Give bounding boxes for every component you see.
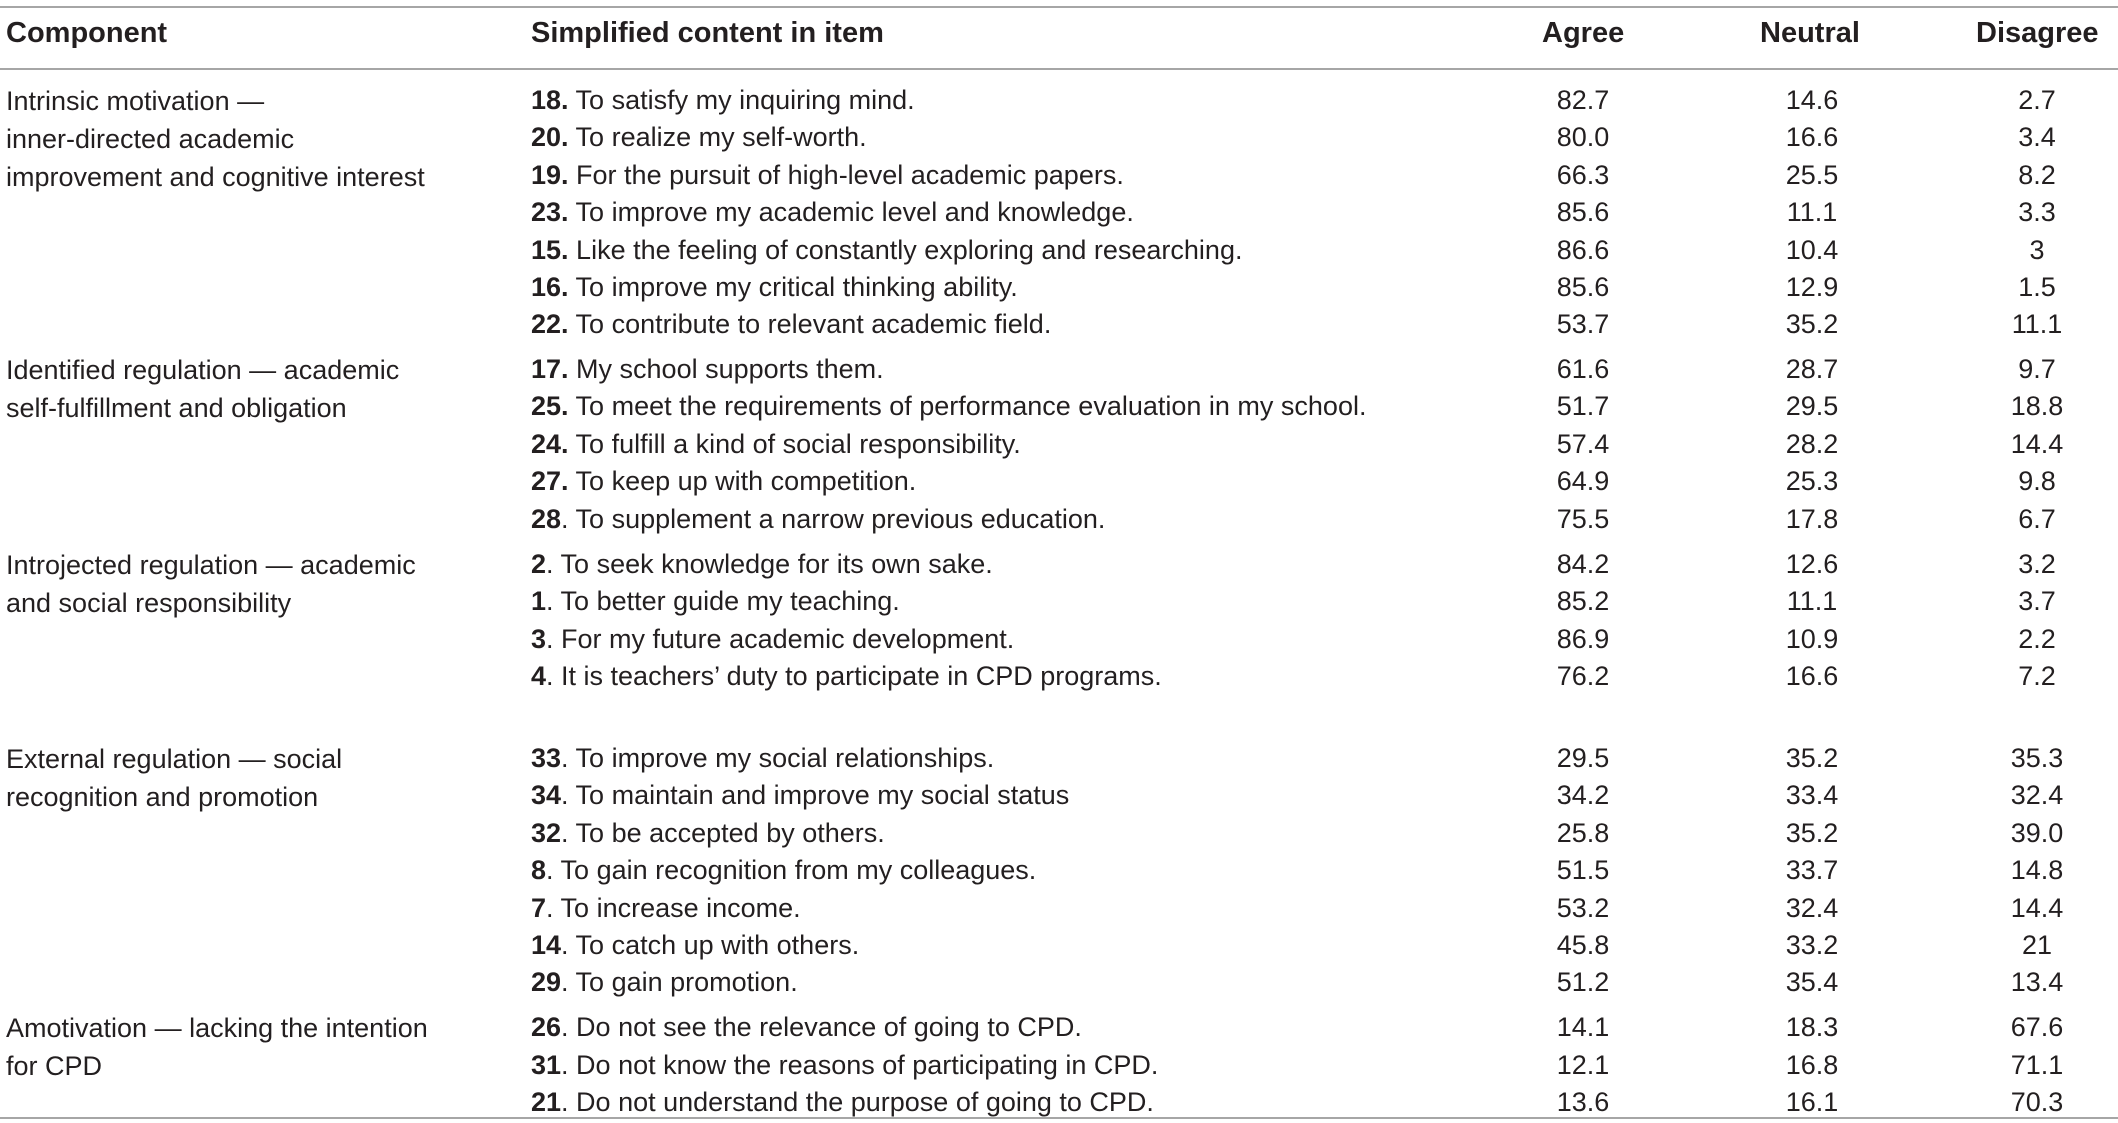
agree-value: 75.5	[1556, 504, 1610, 534]
disagree-value: 71.1	[2010, 1050, 2064, 1080]
neutral-value: 25.3	[1785, 466, 1839, 496]
item-text	[531, 927, 859, 964]
neutral-value: 14.6	[1785, 85, 1839, 115]
neutral-value: 12.9	[1785, 272, 1839, 302]
neutral-value: 16.6	[1785, 122, 1839, 152]
component-name-line: Intrinsic motivation —	[6, 86, 265, 116]
item-description: . To better guide my teaching.	[546, 586, 900, 616]
item-description: For the pursuit of high-level academic papers.	[568, 160, 1124, 190]
component-name-line: self-fulfillment and obligation	[6, 393, 347, 423]
item-text	[531, 546, 993, 583]
disagree-value: 13.4	[2010, 967, 2064, 997]
item-description: . It is teachers’ duty to participate in CPD programs.	[546, 661, 1162, 691]
disagree-value: 7.2	[2018, 661, 2056, 691]
item-description: To improve my critical thinking ability.	[568, 272, 1018, 302]
item-description: To keep up with competition.	[568, 466, 917, 496]
component-name-line: Amotivation — lacking the intention	[6, 1013, 428, 1043]
disagree-value: 1.5	[2018, 272, 2056, 302]
item-number: 33	[531, 743, 562, 773]
item-description: To improve my academic level and knowledge.	[568, 197, 1134, 227]
item-text	[531, 621, 1014, 658]
item-description: To meet the requirements of performance evaluation in my school.	[568, 391, 1367, 421]
neutral-value: 35.2	[1785, 309, 1839, 339]
item-text	[531, 194, 1134, 231]
agree-value: 14.1	[1556, 1012, 1610, 1042]
disagree-value: 3.2	[2018, 549, 2056, 579]
item-description: . To maintain and improve my social status	[561, 780, 1070, 810]
agree-value: 82.7	[1556, 85, 1610, 115]
item-number: 31	[531, 1050, 562, 1080]
item-number: 17.	[531, 354, 569, 384]
agree-value: 53.2	[1556, 893, 1610, 923]
item-description: . To catch up with others.	[561, 930, 860, 960]
header-rule	[0, 68, 2118, 70]
item-text	[531, 852, 1036, 889]
item-description: . To increase income.	[546, 893, 801, 923]
item-number: 25.	[531, 391, 569, 421]
disagree-value: 11.1	[2011, 309, 2063, 339]
disagree-value: 2.2	[2018, 624, 2056, 654]
item-text	[531, 815, 885, 852]
agree-value: 84.2	[1556, 549, 1610, 579]
neutral-value: 10.9	[1785, 624, 1839, 654]
disagree-value: 14.8	[2010, 855, 2064, 885]
item-number: 22.	[531, 309, 569, 339]
agree-value: 80.0	[1556, 122, 1610, 152]
disagree-value: 39.0	[2010, 818, 2064, 848]
table-bottom-rule	[0, 1117, 2118, 1119]
agree-value: 85.6	[1556, 272, 1610, 302]
neutral-value: 10.4	[1785, 235, 1839, 265]
neutral-value: 28.7	[1785, 354, 1839, 384]
agree-value: 25.8	[1556, 818, 1610, 848]
item-text	[531, 964, 798, 1001]
neutral-value: 11.1	[1786, 586, 1838, 616]
item-text	[531, 82, 915, 119]
component-name-line: Introjected regulation — academic	[6, 550, 416, 580]
item-number: 27.	[531, 466, 569, 496]
disagree-value: 32.4	[2010, 780, 2064, 810]
neutral-value: 33.4	[1785, 780, 1839, 810]
item-description: To realize my self-worth.	[568, 122, 867, 152]
item-number: 24.	[531, 429, 569, 459]
agree-value: 76.2	[1556, 661, 1610, 691]
neutral-value: 35.2	[1785, 743, 1839, 773]
item-number: 28	[531, 504, 562, 534]
disagree-value: 14.4	[2010, 893, 2064, 923]
item-number: 15.	[531, 235, 569, 265]
item-number: 4	[531, 661, 547, 691]
disagree-value: 9.7	[2018, 354, 2056, 384]
agree-value: 51.7	[1556, 391, 1610, 421]
item-text	[531, 658, 1162, 695]
agree-value: 64.9	[1556, 466, 1610, 496]
neutral-value: 25.5	[1785, 160, 1839, 190]
item-description: . For my future academic development.	[546, 624, 1015, 654]
item-description: To contribute to relevant academic field.	[568, 309, 1052, 339]
item-description: . To improve my social relationships.	[561, 743, 995, 773]
item-number: 20.	[531, 122, 569, 152]
agree-value: 51.5	[1556, 855, 1610, 885]
component-name	[6, 546, 416, 622]
item-text	[531, 1084, 1154, 1121]
disagree-value: 3.4	[2018, 122, 2056, 152]
disagree-value: 8.2	[2018, 160, 2056, 190]
component-name-line: recognition and promotion	[6, 782, 319, 812]
disagree-value: 3.7	[2018, 586, 2056, 616]
item-text	[531, 740, 994, 777]
neutral-value: 35.4	[1785, 967, 1839, 997]
agree-value: 53.7	[1556, 309, 1610, 339]
item-number: 29	[531, 967, 562, 997]
item-description: . Do not understand the purpose of going to CPD.	[561, 1087, 1154, 1117]
neutral-value: 16.6	[1785, 661, 1839, 691]
item-number: 14	[531, 930, 562, 960]
agree-value: 45.8	[1556, 930, 1610, 960]
agree-value: 86.9	[1556, 624, 1610, 654]
item-number: 2	[531, 549, 547, 579]
item-number: 18.	[531, 85, 569, 115]
item-number: 19.	[531, 160, 569, 190]
component-name-line: improvement and cognitive interest	[6, 162, 425, 192]
item-text	[531, 777, 1069, 814]
neutral-value: 32.4	[1785, 893, 1839, 923]
disagree-value: 67.6	[2010, 1012, 2064, 1042]
agree-value: 66.3	[1556, 160, 1610, 190]
neutral-value: 17.8	[1785, 504, 1839, 534]
item-text	[531, 306, 1051, 343]
item-text	[531, 388, 1366, 425]
agree-value: 85.6	[1556, 197, 1610, 227]
item-text	[531, 583, 900, 620]
item-text	[531, 1047, 1158, 1084]
agree-value: 12.1	[1556, 1050, 1610, 1080]
component-name	[6, 1009, 428, 1085]
component-name-line: Identified regulation — academic	[6, 355, 400, 385]
item-number: 34	[531, 780, 562, 810]
neutral-value: 28.2	[1785, 429, 1839, 459]
item-text	[531, 463, 916, 500]
neutral-value: 35.2	[1785, 818, 1839, 848]
item-number: 26	[531, 1012, 562, 1042]
item-text	[531, 351, 884, 388]
agree-value: 86.6	[1556, 235, 1610, 265]
agree-value: 57.4	[1556, 429, 1610, 459]
item-description: To satisfy my inquiring mind.	[568, 85, 915, 115]
component-name-line: inner-directed academic	[6, 124, 295, 154]
header-disagree: Disagree	[1976, 17, 2099, 49]
neutral-value: 11.1	[1786, 197, 1838, 227]
neutral-value: 16.1	[1785, 1087, 1839, 1117]
neutral-value: 29.5	[1785, 391, 1839, 421]
component-name	[6, 351, 399, 427]
item-description: . To seek knowledge for its own sake.	[546, 549, 993, 579]
component-name	[6, 82, 425, 196]
item-description: . To be accepted by others.	[561, 818, 885, 848]
disagree-value: 14.4	[2010, 429, 2064, 459]
item-number: 21	[531, 1087, 562, 1117]
item-text	[531, 232, 1242, 269]
item-description: . To gain recognition from my colleagues.	[546, 855, 1037, 885]
item-number: 7	[531, 893, 547, 923]
component-name	[6, 740, 342, 816]
item-text	[531, 426, 1021, 463]
neutral-value: 16.8	[1785, 1050, 1839, 1080]
item-text	[531, 119, 867, 156]
component-name-line: for CPD	[6, 1051, 103, 1081]
header-component: Component	[6, 17, 168, 49]
item-number: 32	[531, 818, 562, 848]
disagree-value: 2.7	[2018, 85, 2056, 115]
item-description: My school supports them.	[568, 354, 884, 384]
item-text	[531, 157, 1124, 194]
item-description: To fulfill a kind of social responsibility.	[568, 429, 1021, 459]
disagree-value: 9.8	[2018, 466, 2056, 496]
header-agree: Agree	[1542, 17, 1625, 49]
item-text	[531, 1009, 1082, 1046]
item-number: 8	[531, 855, 547, 885]
neutral-value: 33.2	[1785, 930, 1839, 960]
header-neutral: Neutral	[1760, 17, 1860, 49]
disagree-value: 18.8	[2010, 391, 2064, 421]
item-description: Like the feeling of constantly exploring and researching.	[568, 235, 1243, 265]
item-description: . To gain promotion.	[561, 967, 798, 997]
table-top-rule	[0, 6, 2118, 8]
neutral-value: 12.6	[1785, 549, 1839, 579]
item-text	[531, 890, 801, 927]
agree-value: 85.2	[1556, 586, 1610, 616]
item-text	[531, 501, 1105, 538]
agree-value: 61.6	[1556, 354, 1610, 384]
neutral-value: 33.7	[1785, 855, 1839, 885]
neutral-value: 18.3	[1785, 1012, 1839, 1042]
item-text	[531, 269, 1018, 306]
component-name-line: and social responsibility	[6, 588, 292, 618]
disagree-value: 3	[2029, 235, 2045, 265]
item-number: 16.	[531, 272, 569, 302]
header-content: Simplified content in item	[531, 17, 884, 49]
item-number: 1	[531, 586, 547, 616]
item-description: . To supplement a narrow previous education.	[561, 504, 1106, 534]
agree-value: 13.6	[1556, 1087, 1610, 1117]
item-number: 23.	[531, 197, 569, 227]
disagree-value: 6.7	[2018, 504, 2056, 534]
item-description: . Do not know the reasons of participating in CPD.	[561, 1050, 1159, 1080]
disagree-value: 70.3	[2010, 1087, 2064, 1117]
agree-value: 51.2	[1556, 967, 1610, 997]
agree-value: 29.5	[1556, 743, 1610, 773]
item-number: 3	[531, 624, 547, 654]
disagree-value: 35.3	[2010, 743, 2064, 773]
disagree-value: 21	[2021, 930, 2053, 960]
disagree-value: 3.3	[2018, 197, 2056, 227]
item-description: . Do not see the relevance of going to CPD.	[561, 1012, 1082, 1042]
component-name-line: External regulation — social	[6, 744, 343, 774]
agree-value: 34.2	[1556, 780, 1610, 810]
